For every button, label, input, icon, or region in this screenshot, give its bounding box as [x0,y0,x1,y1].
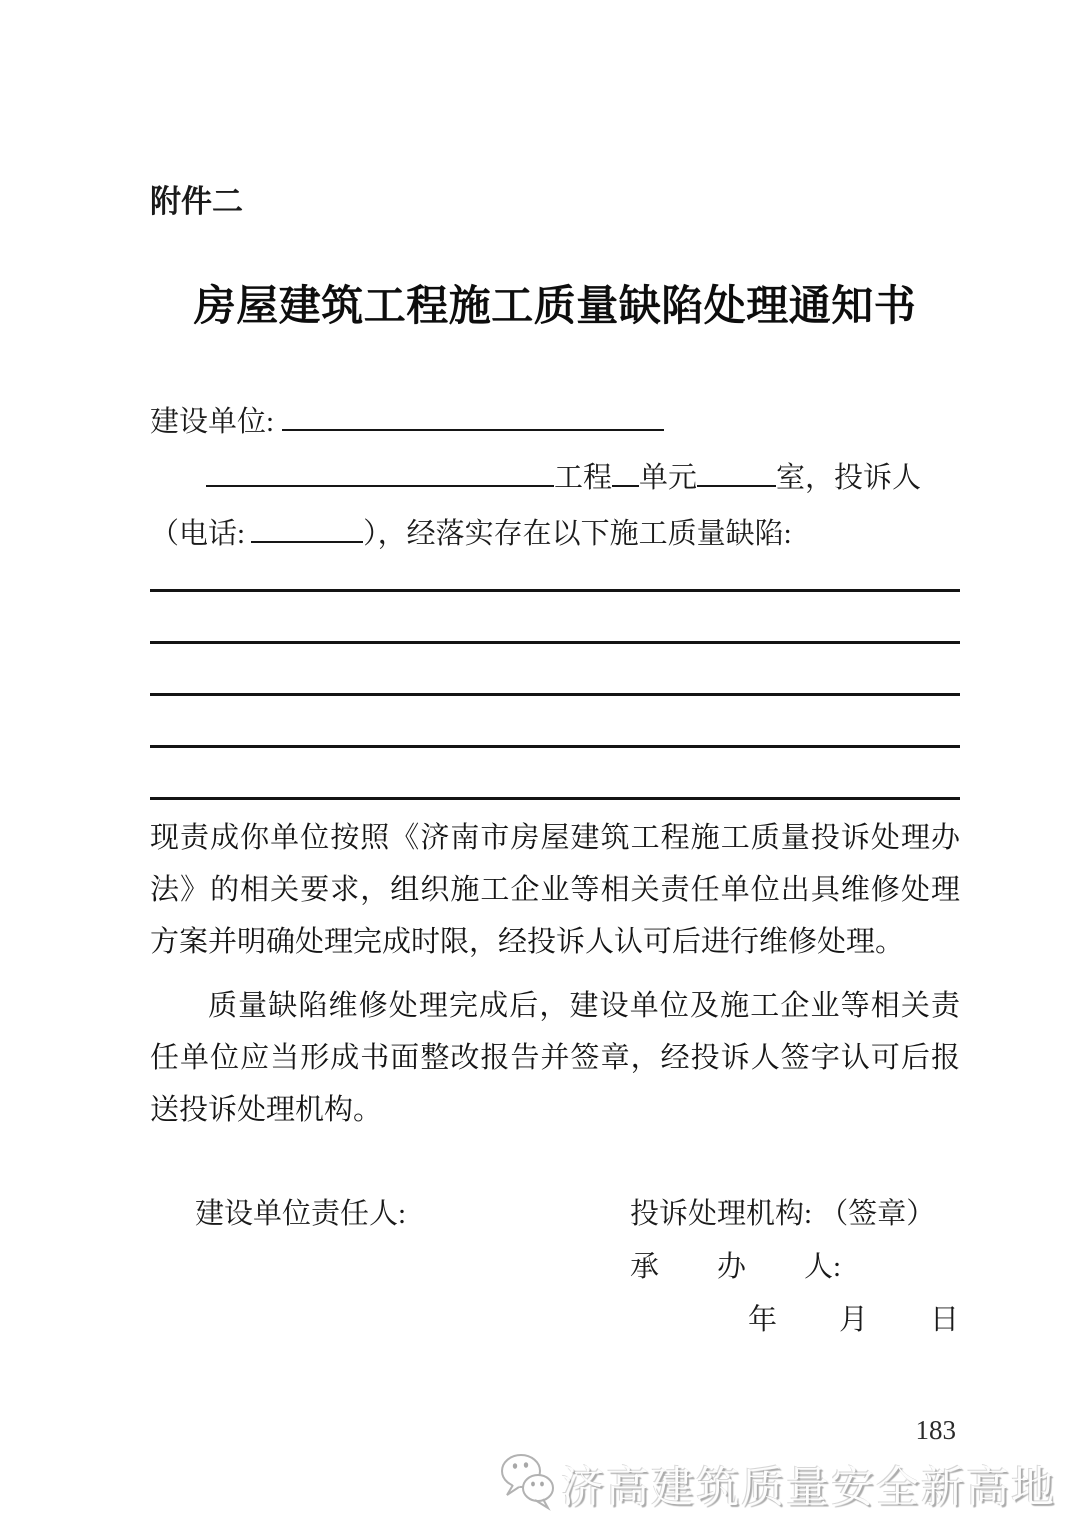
defect-writing-lines [150,561,960,800]
blank-rule-line [150,561,960,592]
watermark [499,1452,1056,1517]
agency-label: 投诉处理机构: （签章） [630,1198,936,1230]
unit-number-blank-field [612,449,639,487]
month-label: 月 [839,1304,869,1336]
date-line [748,1294,960,1347]
blank-rule-line [150,592,960,644]
body-paragraph-1: 现责成你单位按照《济南市房屋建筑工程施工质量投诉处理办法》的相关要求，组织施工企业等相关责任单位出具维修处理方案并明确处理完成时限，经投诉人认可后进行维修处理。 [150,822,960,958]
phone-suffix-label: ），经落实存在以下施工质量缺陷: [363,518,792,550]
page-content [150,185,960,1347]
form-line-phone [150,505,960,561]
unit-blank-field [282,393,664,431]
page-title: 房屋建筑工程施工质量缺陷处理通知书 [193,284,917,330]
phone-blank-field [251,505,363,543]
blank-rule-line [150,644,960,696]
form-header-area [150,393,960,561]
handler-label: 承 办 人: [630,1251,842,1283]
project-suffix-label: 工程 [554,462,613,494]
form-line-project [150,449,960,505]
form-line-unit [150,393,960,449]
attachment-label: 附件二 [150,184,243,219]
owner-signature-label: 建设单位责任人: [195,1198,407,1230]
year-label: 年 [748,1304,778,1336]
signature-block [195,1188,960,1347]
unit-label: 建设单位: [150,406,275,438]
blank-rule-line [150,696,960,748]
watermark-text: 济高建筑质量安全新高地 [561,1464,1056,1512]
wechat-icon [499,1452,555,1517]
project-blank-field [206,449,554,487]
blank-rule-line [150,748,960,800]
page-number: 183 [915,1415,956,1445]
agency-signature-column [630,1188,960,1347]
unit-mid-label: 单元 [639,462,698,494]
day-label: 日 [930,1304,960,1336]
body-paragraph-2: 质量缺陷维修处理完成后，建设单位及施工企业等相关责任单位应当形成书面整改报告并签章，经投诉人签字认可后报送投诉处理机构。 [150,990,960,1126]
room-number-blank-field [697,449,776,487]
phone-prefix-label: （电话: [150,518,246,550]
room-suffix-label: 室，投诉人 [776,462,922,494]
